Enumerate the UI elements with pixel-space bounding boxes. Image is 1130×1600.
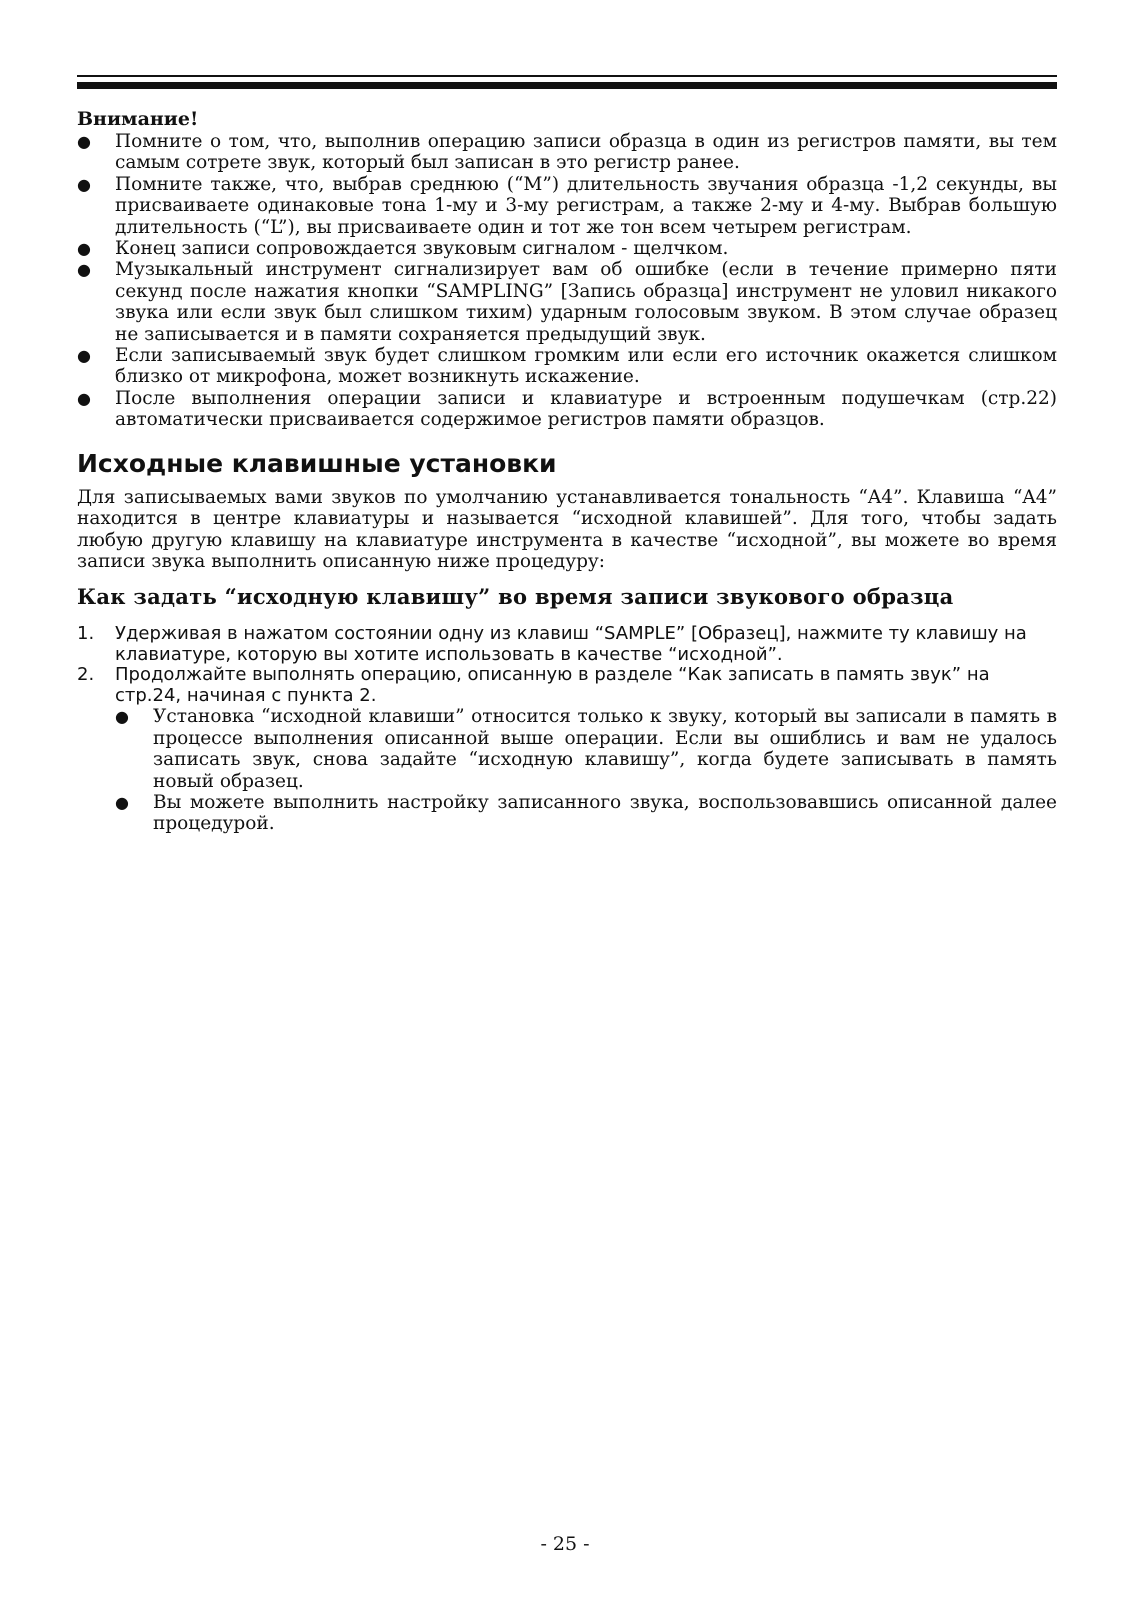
procedure-step	[77, 624, 1057, 665]
page-number: - 25 -	[540, 1533, 590, 1555]
bullet-icon: ●	[77, 388, 91, 408]
step-text: Продолжайте выполнять операцию, описанную в разделе “Как записать в память звук” на стр.24, начиная с пункта 2.	[115, 664, 990, 706]
warning-item-text: Музыкальный инструмент сигнализирует вам об ошибке (если в течение примерно пяти секунд после нажатия кнопки “SAMPLING” [Запись образца] инструмент не уловил никакого звука или если звук был слишком тихим) ударным голосовым звуком. В этом случае образец не записывается и в памяти сохраняется предыдущий звук.	[115, 259, 1057, 345]
header-rule-thin	[77, 75, 1057, 77]
note-item	[115, 706, 1057, 792]
step-number: 2.	[77, 664, 95, 686]
note-text: Вы можете выполнить настройку записанного звука, воспользовавшись описанной далее процедурой.	[153, 791, 1057, 835]
step-text: Удерживая в нажатом состоянии одну из клавиш “SAMPLE” [Образец], нажмите ту клавишу на клавиатуре, которую вы хотите использовать в качестве “исходной”.	[115, 623, 1027, 665]
bullet-icon: ●	[115, 707, 129, 727]
warning-item	[77, 388, 1057, 431]
bullet-icon: ●	[77, 174, 91, 194]
warning-item-text: Помните о том, что, выполнив операцию записи образца в один из регистров памяти, вы тем самым сотрете звук, который был записан в это регистр ранее.	[115, 131, 1057, 174]
warning-item	[77, 238, 1057, 259]
warning-item	[77, 174, 1057, 238]
bullet-icon: ●	[115, 792, 129, 812]
warning-list	[77, 131, 1057, 431]
warning-item-text: После выполнения операции записи и клавиатуре и встроенным подушечкам (стр.22) автоматически присваивается содержимое регистров памяти образцов.	[115, 387, 1057, 431]
warning-title: Внимание!	[77, 108, 199, 130]
procedure-step	[77, 665, 1057, 706]
note-item	[115, 792, 1057, 835]
warning-item	[77, 345, 1057, 388]
header-rule-thick	[77, 82, 1057, 89]
procedure-steps	[77, 624, 1057, 706]
bullet-icon: ●	[77, 239, 91, 259]
bullet-icon: ●	[77, 346, 91, 366]
bullet-icon: ●	[77, 132, 91, 151]
procedure-notes	[115, 706, 1057, 834]
warning-item	[77, 131, 1057, 174]
bullet-icon: ●	[77, 260, 91, 280]
warning-item-text: Если записываемый звук будет слишком громким или если его источник окажется слишком близко от микрофона, может возникнуть искажение.	[115, 345, 1057, 388]
page-content	[77, 108, 1057, 835]
warning-item-text: Конец записи сопровождается звуковым сигналом - щелчком.	[115, 238, 729, 260]
note-text: Установка “исходной клавиши” относится только к звуку, который вы записали в память в процессе выполнения описанной выше операции. Если вы ошиблись и вам не удалось записать звук, снова задайте “исходную клавишу”, когда будете записывать в память новый образец.	[153, 706, 1057, 792]
warning-item-text: Помните также, что, выбрав среднюю (“M”) длительность звучания образца -1,2 секунды, вы присваиваете одинаковые тона 1-му и 3-му регистрам, а также 2-му и 4-му. Выбрав большую длительность (“L”), вы присваиваете один и тот же тон всем четырем регистрам.	[115, 173, 1057, 238]
procedure-title: Как задать “исходную клавишу” во время записи звукового образца	[77, 584, 954, 610]
section-intro: Для записываемых вами звуков по умолчанию устанавливается тональность “A4”. Клавиша “A4” находится в центре клавиатуры и называется “исходной клавишей”. Для того, чтобы задать любую другую клавишу на клавиатуре инструмента в качестве “исходной”, вы можете во время записи звука выполнить описанную ниже процедуру:	[77, 486, 1057, 572]
warning-item	[77, 259, 1057, 345]
step-number: 1.	[77, 623, 95, 645]
section-title: Исходные клавишные установки	[77, 448, 557, 478]
